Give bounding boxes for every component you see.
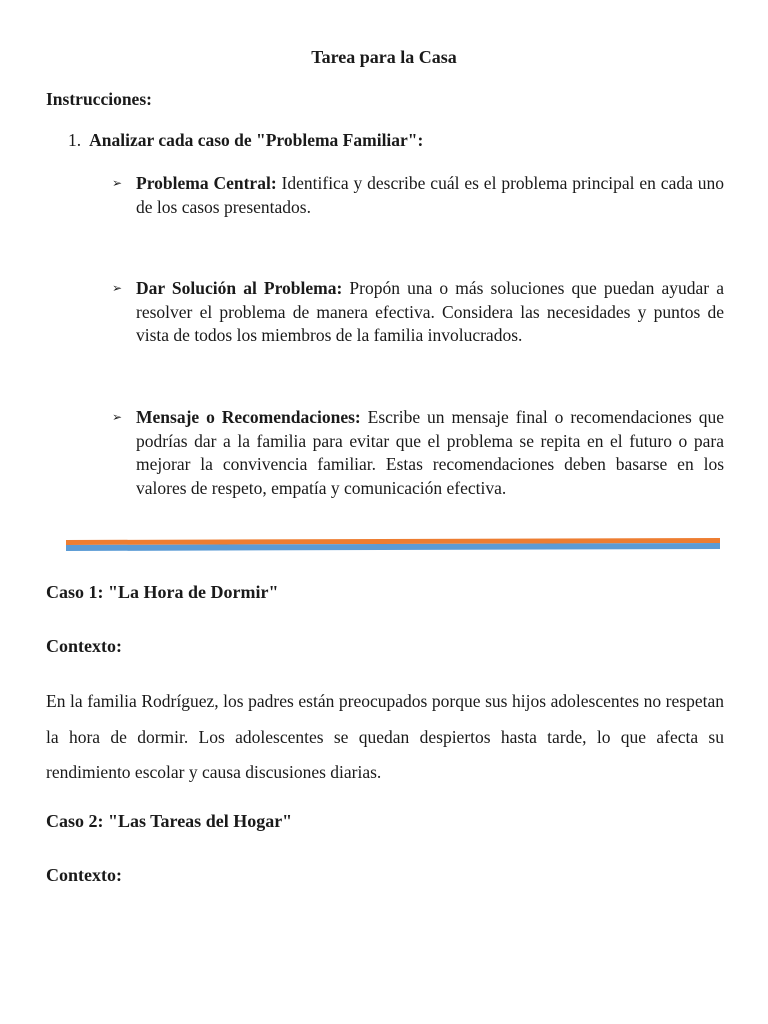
instructions-heading: Instrucciones: (46, 89, 152, 109)
arrow-bullet-icon: ➢ (112, 281, 123, 295)
document-title: Tarea para la Casa (311, 47, 457, 67)
bullet-text (136, 172, 724, 219)
bullet-body: Propón una o más soluciones que puedan ayudar a resolver el problema de manera efectiva. Considera las necesidades y puntos de vista de todos los miembros de la familia involucrados. (136, 278, 724, 345)
bullet-body: Identifica y describe cuál es el problema principal en cada uno de los casos presentados. (136, 173, 724, 217)
bullet-problema-central (112, 172, 724, 219)
case-2-context-label: Contexto: (46, 865, 122, 885)
section-divider (66, 538, 720, 552)
bullet-label: Mensaje o Recomendaciones: (136, 407, 361, 427)
bullet-label: Dar Solución al Problema: (136, 278, 343, 298)
bullet-mensaje-recomendaciones (112, 406, 724, 500)
arrow-bullet-icon: ➢ (112, 410, 123, 424)
case-2-title: Caso 2: "Las Tareas del Hogar" (46, 811, 293, 831)
numbered-step (68, 130, 423, 151)
arrow-bullet-icon: ➢ (112, 176, 123, 190)
case-1-context-text: En la familia Rodríguez, los padres están preocupados porque sus hijos adolescentes no respetan la hora de dormir. Los adolescentes se quedan despiertos hasta tarde, lo que afecta su rendimiento escolar y causa discusiones diarias. (46, 691, 724, 782)
bullet-dar-solucion (112, 277, 724, 348)
case-1-context-label: Contexto: (46, 636, 122, 656)
bullet-text (136, 406, 724, 500)
bullet-label: Problema Central: (136, 173, 277, 193)
case-1-title: Caso 1: "La Hora de Dormir" (46, 582, 279, 602)
step-number: 1. (68, 130, 82, 150)
bullet-body: Escribe un mensaje final o recomendaciones que podrías dar a la familia para evitar que el problema se repita en el futuro o para mejorar la convivencia familiar. Estas recomendaciones deben basarse en los valores de respeto, empatía y comunicación efectiva. (136, 407, 724, 498)
step-label: Analizar cada caso de "Problema Familiar": (89, 130, 424, 150)
bullet-text (136, 277, 724, 348)
